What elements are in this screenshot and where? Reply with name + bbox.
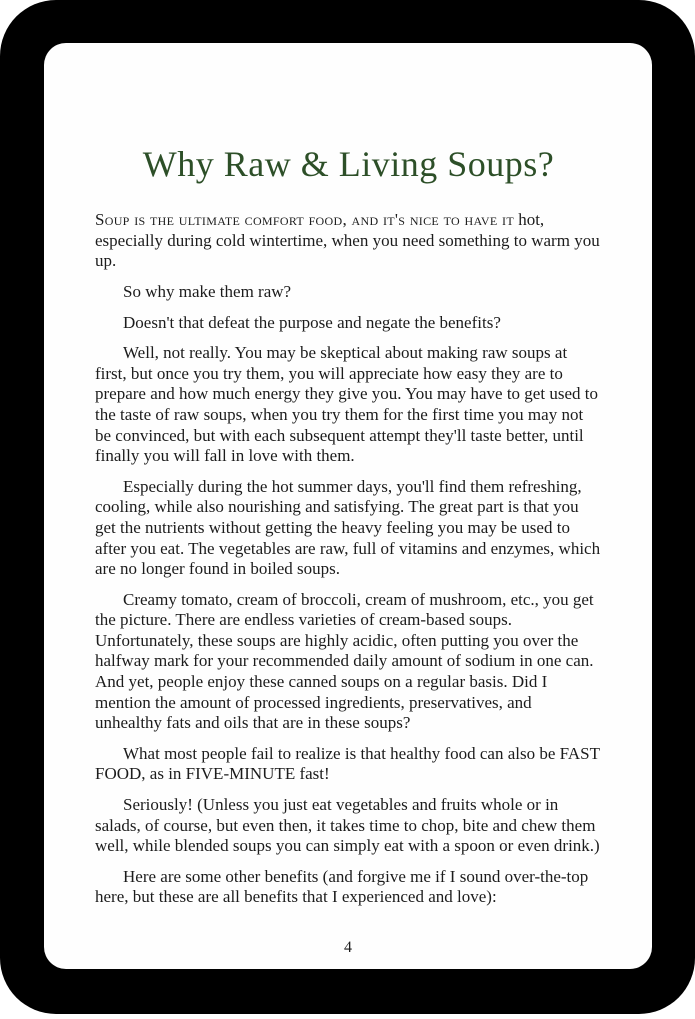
paragraph: Creamy tomato, cream of broccoli, cream of mushroom, etc., you get the picture. There are endless varieties of cream-based soups. Unfortunately, these soups are highly acidic, often putting you over the halfway mark for your recommended daily amount of sodium in one can. And yet, people enjoy these canned soups on a regular basis. Did I mention the amount of processed ingredients, preservatives, and unhealthy fats and oils that are in these soups? xyxy=(95,589,594,733)
lead-paragraph xyxy=(95,210,602,272)
paragraph: Here are some other benefits (and forgive me if I sound over-the-top here, but these are all benefits that I experienced and love): xyxy=(95,866,589,907)
chapter-title: Why Raw & Living Soups? xyxy=(142,144,555,184)
paragraph: Seriously! (Unless you just eat vegetables and fruits whole or in salads, of course, but even then, it takes time to chop, bite and chew them well, while blended soups you can simply eat with a spoon or even drink.) xyxy=(95,795,600,856)
paragraph: Doesn't that defeat the purpose and negate the benefits? xyxy=(123,312,501,332)
paragraph: What most people fail to realize is that healthy food can also be FAST FOOD, as in FIVE-MINUTE fast! xyxy=(95,743,600,784)
lead-smallcaps-text: Soup is the ultimate comfort food, and it's nice to have it xyxy=(95,210,514,230)
paragraph: So why make them raw? xyxy=(123,281,292,301)
lead-rest-text: hot, especially during cold wintertime, when you need something to warm you up. xyxy=(95,210,600,271)
page-content xyxy=(95,43,602,918)
page-number: 4 xyxy=(344,939,352,956)
paragraph: Well, not really. You may be skeptical about making raw soups at first, but once you try them, you will appreciate how easy they are to prepare and how much energy they give you. You may have to get used to the taste of raw soups, when you try them for the first time you may not be convinced, but with each subsequent attempt they'll taste better, until finally you will fall in love with them. xyxy=(95,343,598,466)
book-page-screen[interactable] xyxy=(44,43,652,969)
paragraph: Especially during the hot summer days, you'll find them refreshing, cooling, while also nourishing and satisfying. The great part is that you get the nutrients without getting the heavy feeling you may be used to after you eat. The vegetables are raw, full of vitamins and enzymes, which are no longer found in boiled soups. xyxy=(95,476,601,579)
